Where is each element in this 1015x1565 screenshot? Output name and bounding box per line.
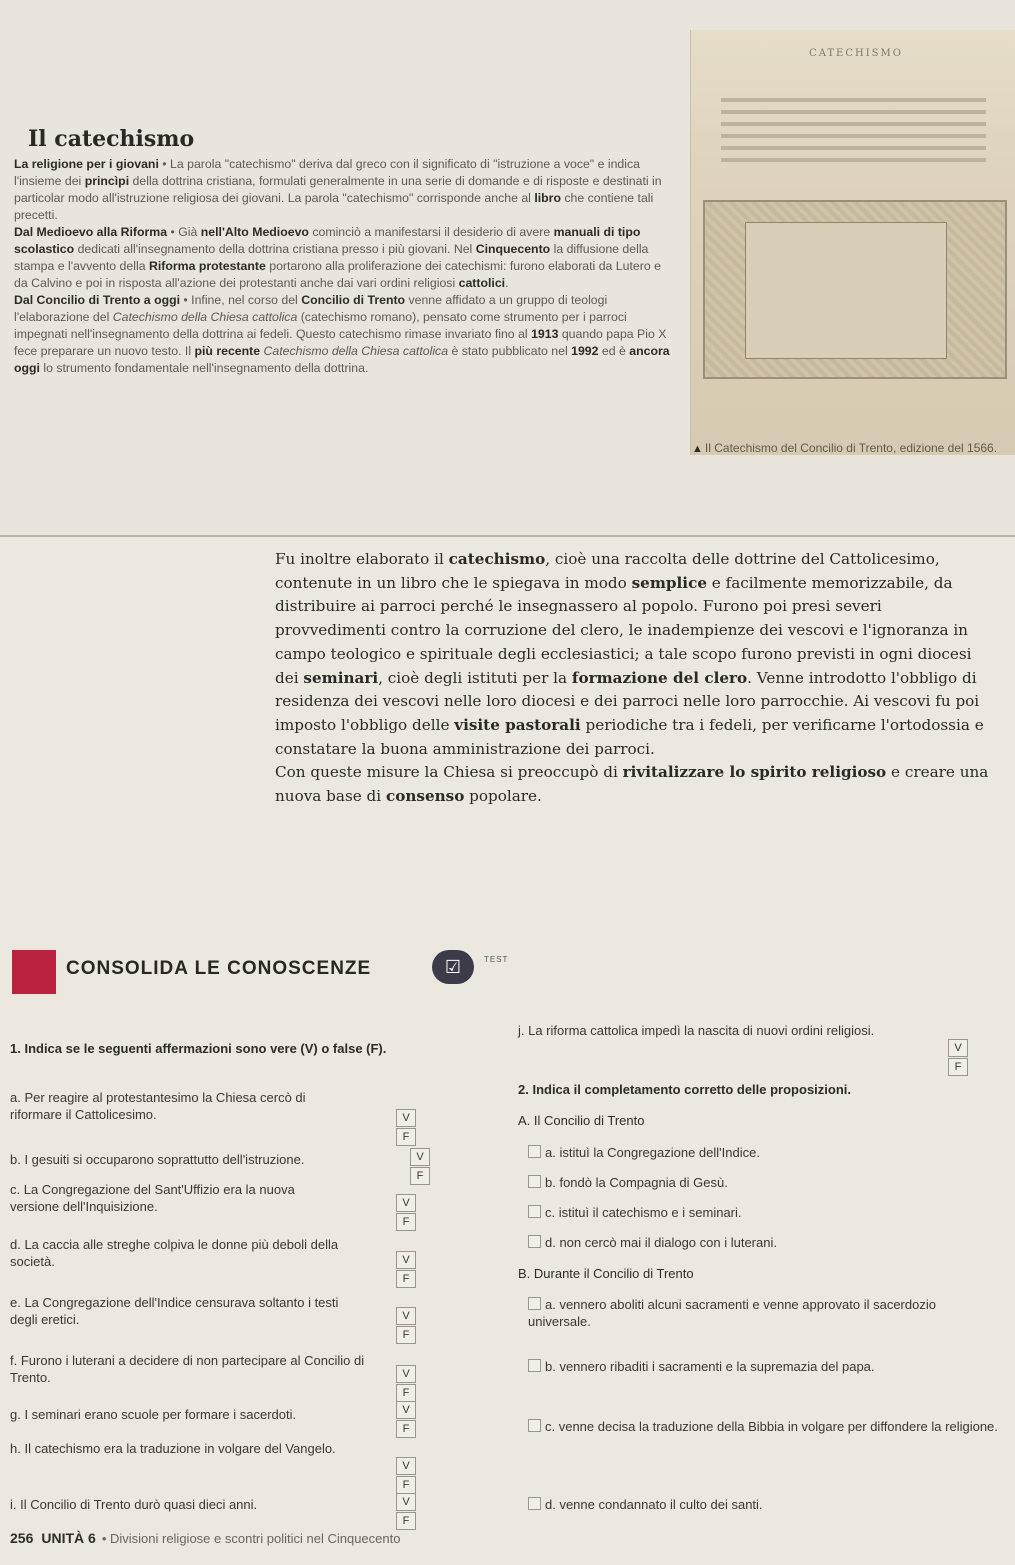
ex1-vf-i[interactable]: VF — [396, 1492, 442, 1510]
ex2-b-option-d[interactable]: d. venne condannato il culto dei santi. — [528, 1496, 998, 1513]
ex1-vf-j[interactable]: VF — [948, 1038, 994, 1056]
ex2-b-option-b[interactable]: b. vennero ribaditi i sacramenti e la supremazia del papa. — [528, 1358, 998, 1375]
box-title: Il catechismo — [28, 126, 195, 152]
catechism-title-page-image — [690, 30, 1015, 455]
ex1-vf-a[interactable]: VF — [396, 1108, 442, 1126]
ex1-item-g: g. I seminari erano scuole per formare i sacerdoti. — [10, 1407, 297, 1422]
doc-image-frame — [703, 200, 1007, 379]
checkbox[interactable] — [528, 1497, 541, 1510]
ex1-item-h: h. Il catechismo era la traduzione in volgare del Vangelo. — [10, 1441, 336, 1456]
box-text — [14, 156, 674, 377]
ex1-vf-d[interactable]: VF — [396, 1250, 442, 1268]
box-paragraph-1: La religione per i giovani • La parola "catechismo" deriva dal greco con il significato di "istruzione a voce" e indica l'insieme dei princìpi della dottrina cristiana, formulati generalmente in una serie di domande e di risposte e destinati in particolar modo all'istruzione religiosa dei giovani. La parola "catechismo" corrisponde anche al libro che contiene tali precetti. — [14, 157, 662, 222]
checkbox[interactable] — [528, 1359, 541, 1372]
main-paragraph-1: Fu inoltre elaborato il catechismo, cioè una raccolta delle dottrine del Cattolicesimo, contenute in un libro che le spiegava in modo semplice e facilmente memorizzabile, da distribuire ai parroci perché le insegnassero al popolo. Furono poi presi severi provvedimenti contro la corruzione del clero, le inadempienze dei vescovi e l'ignoranza in campo teologico e spirituale degli ecclesiastici; a tale scopo furono previsti in ogni diocesi dei seminari, cioè degli istituti per la formazione del clero. Venne introdotto l'obbligo di residenza dei vescovi nelle loro diocesi e dei parroci nelle loro parrocchie. Ai vescovi fu poi imposto l'obbligo delle visite pastorali periodiche tra i fedeli, per verificarne l'ortodossia e constatare la buona amministrazione dei parroci. — [275, 550, 984, 758]
checkbox[interactable] — [528, 1419, 541, 1432]
ex2-b-option-c[interactable]: c. venne decisa la traduzione della Bibbia in volgare per diffondere la religione. — [528, 1418, 998, 1435]
exercise-1-heading: 1. Indica se le seguenti affermazioni sono vere (V) o false (F). — [10, 1041, 387, 1056]
ex1-item-i: i. Il Concilio di Trento durò quasi dieci anni. — [10, 1497, 258, 1512]
ex1-vf-b[interactable]: VF — [410, 1147, 456, 1165]
checkbox[interactable] — [528, 1175, 541, 1188]
ex1-item-a: a. Per reagire al protestantesimo la Chiesa cercò di riformare il Cattolicesimo. — [10, 1090, 306, 1122]
checkbox[interactable] — [528, 1297, 541, 1310]
page-number: 256 — [10, 1530, 34, 1546]
caption-triangle-icon: ▲ — [692, 443, 703, 455]
ex2-a-option-c[interactable]: c. istituì il catechismo e i seminari. — [528, 1204, 998, 1221]
checkbox[interactable] — [528, 1145, 541, 1158]
test-checkbox-icon: ☑ — [432, 950, 474, 984]
ex1-item-f: f. Furono i luterani a decidere di non partecipare al Concilio di Trento. — [10, 1353, 365, 1385]
test-label: TEST — [484, 955, 509, 964]
ex2-part-b-heading: B. Durante il Concilio di Trento — [518, 1266, 694, 1281]
ex1-vf-g[interactable]: VF — [396, 1400, 442, 1418]
page-footer — [10, 1530, 400, 1546]
image-caption: ▲ Il Catechismo del Concilio di Trento, edizione del 1566. — [692, 441, 998, 455]
catechism-box — [0, 0, 1015, 537]
main-text — [275, 548, 995, 809]
section-marker — [12, 950, 56, 994]
ex1-vf-f[interactable]: VF — [396, 1364, 442, 1382]
checkbox[interactable] — [528, 1235, 541, 1248]
ex2-a-option-b[interactable]: b. fondò la Compagnia di Gesù. — [528, 1174, 998, 1191]
ex1-vf-h[interactable]: VF — [396, 1456, 442, 1474]
doc-image-text-lines — [721, 90, 986, 170]
box-paragraph-2: Dal Medioevo alla Riforma • Già nell'Alto Medioevo cominciò a manifestarsi il desiderio di avere manuali di tipo scolastico dedicati all'insegnamento della dottrina cristiana presso i più giovani. Nel Cinquecento la diffusione della stampa e l'avvento della Riforma protestante portarono alla proliferazione dei catechismi: furono elaborati da Lutero e da Calvino e poi in risposta all'azione dei protestanti anche dai vari ordini religiosi cattolici. — [14, 225, 661, 290]
main-paragraph-2: Con queste misure la Chiesa si preoccupò di rivitalizzare lo spirito religioso e creare una nuova base di consenso popolare. — [275, 763, 989, 806]
ex1-item-d: d. La caccia alle streghe colpiva le donne più deboli della società. — [10, 1237, 339, 1269]
ex1-item-j: j. La riforma cattolica impedì la nascita di nuovi ordini religiosi. — [518, 1023, 875, 1038]
unit-label: UNITÀ 6 — [41, 1530, 96, 1546]
ex1-vf-e[interactable]: VF — [396, 1306, 442, 1324]
doc-image-heading: CATECHISMO — [809, 48, 903, 59]
ex2-a-option-d[interactable]: d. non cercò mai il dialogo con i luterani. — [528, 1234, 998, 1251]
unit-subtitle: • Divisioni religiose e scontri politici nel Cinquecento — [101, 1531, 401, 1546]
ex2-part-a-heading: A. Il Concilio di Trento — [518, 1113, 645, 1128]
ex2-a-option-a[interactable]: a. istituì la Congregazione dell'Indice. — [528, 1144, 998, 1161]
exercise-2-heading: 2. Indica il completamento corretto delle proposizioni. — [518, 1082, 851, 1097]
checkbox[interactable] — [528, 1205, 541, 1218]
box-paragraph-3: Dal Concilio di Trento a oggi • Infine, nel corso del Concilio di Trento venne affidato a un gruppo di teologi l'elaborazione del Catechismo della Chiesa cattolica (catechismo romano), pensato come strumento per i parroci impegnati nell'insegnamento della dottrina ai fedeli. Questo catechismo rimase invariato fino al 1913 quando papa Pio X fece preparare un nuovo testo. Il più recente Catechismo della Chiesa cattolica è stato pubblicato nel 1992 ed è ancora oggi lo strumento fondamentale nell'insegnamento della dottrina. — [14, 293, 670, 375]
ex1-item-b: b. I gesuiti si occuparono soprattutto dell'istruzione. — [10, 1152, 305, 1167]
ex2-b-option-a[interactable]: a. vennero aboliti alcuni sacramenti e venne approvato il sacerdozio universale. — [528, 1297, 936, 1329]
ex1-item-c: c. La Congregazione del Sant'Uffizio era la nuova versione dell'Inquisizione. — [10, 1182, 295, 1214]
ex1-vf-c[interactable]: VF — [396, 1193, 442, 1211]
section-title: CONSOLIDA LE CONOSCENZE — [66, 958, 372, 979]
ex1-item-e: e. La Congregazione dell'Indice censurava soltanto i testi degli eretici. — [10, 1295, 339, 1327]
